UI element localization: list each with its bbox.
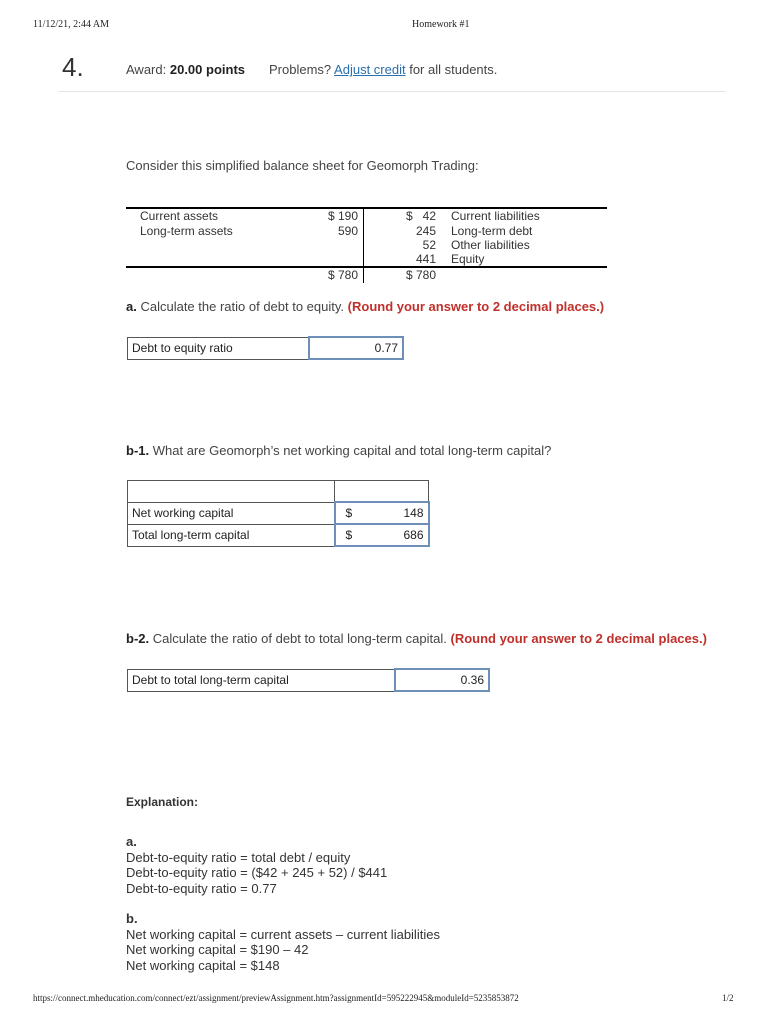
explanation-b (126, 911, 440, 973)
award-points: 20.00 points (169, 62, 245, 77)
bs-right-label: Long-term debt (451, 224, 533, 238)
table-header-row (128, 481, 429, 503)
problems-suffix: for all students. (409, 62, 498, 77)
header-cell (128, 481, 335, 503)
part-a-text: Calculate the ratio of debt to equity. (140, 299, 345, 314)
bs-left-label: Long-term assets (140, 224, 233, 238)
explanation-line: Debt-to-equity ratio = 0.77 (126, 880, 277, 896)
part-b2-instruction: (Round your answer to 2 decimal places.) (450, 631, 707, 646)
debt-ltc-label: Debt to total long-term capital (128, 669, 396, 691)
part-b2-text: Calculate the ratio of debt to total long-term capital. (152, 631, 447, 646)
part-b2-tag: b-2. (126, 631, 150, 646)
nwc-input[interactable] (335, 502, 429, 524)
award-label: Award: (126, 62, 167, 77)
part-b2-question (126, 631, 707, 646)
bs-right-value: $ 42 (405, 209, 436, 223)
bs-left-value: 590 (337, 224, 358, 238)
part-a-question (126, 299, 604, 314)
balance-sheet-total-rule (126, 266, 607, 268)
tltc-currency: $ (345, 528, 353, 542)
nwc-label: Net working capital (128, 502, 335, 524)
part-b2-table (127, 668, 490, 692)
bs-right-value: 245 (415, 224, 436, 238)
tltc-label: Total long-term capital (128, 524, 335, 546)
debt-equity-input[interactable]: 0.77 (309, 337, 403, 359)
explanation-b-tag: b. (126, 911, 138, 926)
part-b1-question (126, 443, 551, 458)
bs-right-total: $ 780 (406, 268, 437, 282)
part-a-tag: a. (126, 299, 137, 314)
problems-prefix: Problems? (269, 62, 332, 77)
tltc-input[interactable] (335, 524, 429, 546)
bs-left-total: $ 780 (327, 268, 358, 282)
part-b1-text: What are Geomorph’s net working capital and total long-term capital? (152, 443, 552, 458)
balance-sheet (126, 207, 607, 283)
tltc-value: 686 (403, 528, 424, 542)
debt-equity-label: Debt to equity ratio (128, 337, 310, 359)
print-title: Homework #1 (412, 19, 470, 30)
table-row (128, 524, 429, 546)
explanation-line: Debt-to-equity ratio = ($42 + 245 + 52) / $441 (126, 865, 388, 880)
explanation-heading: Explanation: (126, 795, 199, 809)
header-cell (335, 481, 429, 503)
table-row (128, 337, 404, 359)
debt-ltc-input[interactable]: 0.36 (395, 669, 489, 691)
explanation-line: Net working capital = $190 – 42 (126, 942, 309, 957)
table-row (128, 669, 490, 691)
explanation-line: Net working capital = $148 (126, 957, 280, 973)
bs-left-label: Current assets (140, 209, 219, 223)
nwc-currency: $ (345, 506, 353, 520)
problems-info (269, 62, 497, 77)
bs-right-value: 52 (422, 238, 436, 252)
explanation-line: Net working capital = current assets – current liabilities (126, 926, 440, 942)
footer-page: 1/2 (722, 993, 734, 1003)
question-number: 4. (62, 52, 84, 82)
footer-url: https://connect.mheducation.com/connect/ezt/assignment/previewAssignment.htm?assignmentId=595222945&moduleId=5235853872 (33, 993, 519, 1003)
award-info (126, 62, 245, 77)
balance-sheet-divider (363, 208, 364, 283)
bs-right-label: Equity (451, 252, 485, 266)
bs-right-value: 441 (415, 252, 436, 266)
bs-right-label: Current liabilities (451, 209, 540, 223)
part-b1-tag: b-1. (126, 443, 150, 458)
part-a-table (127, 336, 404, 360)
part-b1-table (127, 480, 430, 547)
explanation-a-tag: a. (126, 834, 137, 849)
bs-right-label: Other liabilities (451, 238, 530, 252)
bs-left-value: $ 190 (327, 209, 358, 223)
intro-text: Consider this simplified balance sheet for Geomorph Trading: (126, 158, 479, 173)
question-divider (58, 91, 726, 92)
part-a-instruction: (Round your answer to 2 decimal places.) (347, 299, 605, 314)
print-datetime: 11/12/21, 2:44 AM (33, 19, 110, 30)
table-row (128, 502, 429, 524)
explanation-a (126, 834, 387, 896)
nwc-value: 148 (403, 506, 424, 520)
adjust-credit-link[interactable]: Adjust credit (334, 62, 406, 77)
explanation-line: Debt-to-equity ratio = total debt / equity (126, 849, 351, 865)
